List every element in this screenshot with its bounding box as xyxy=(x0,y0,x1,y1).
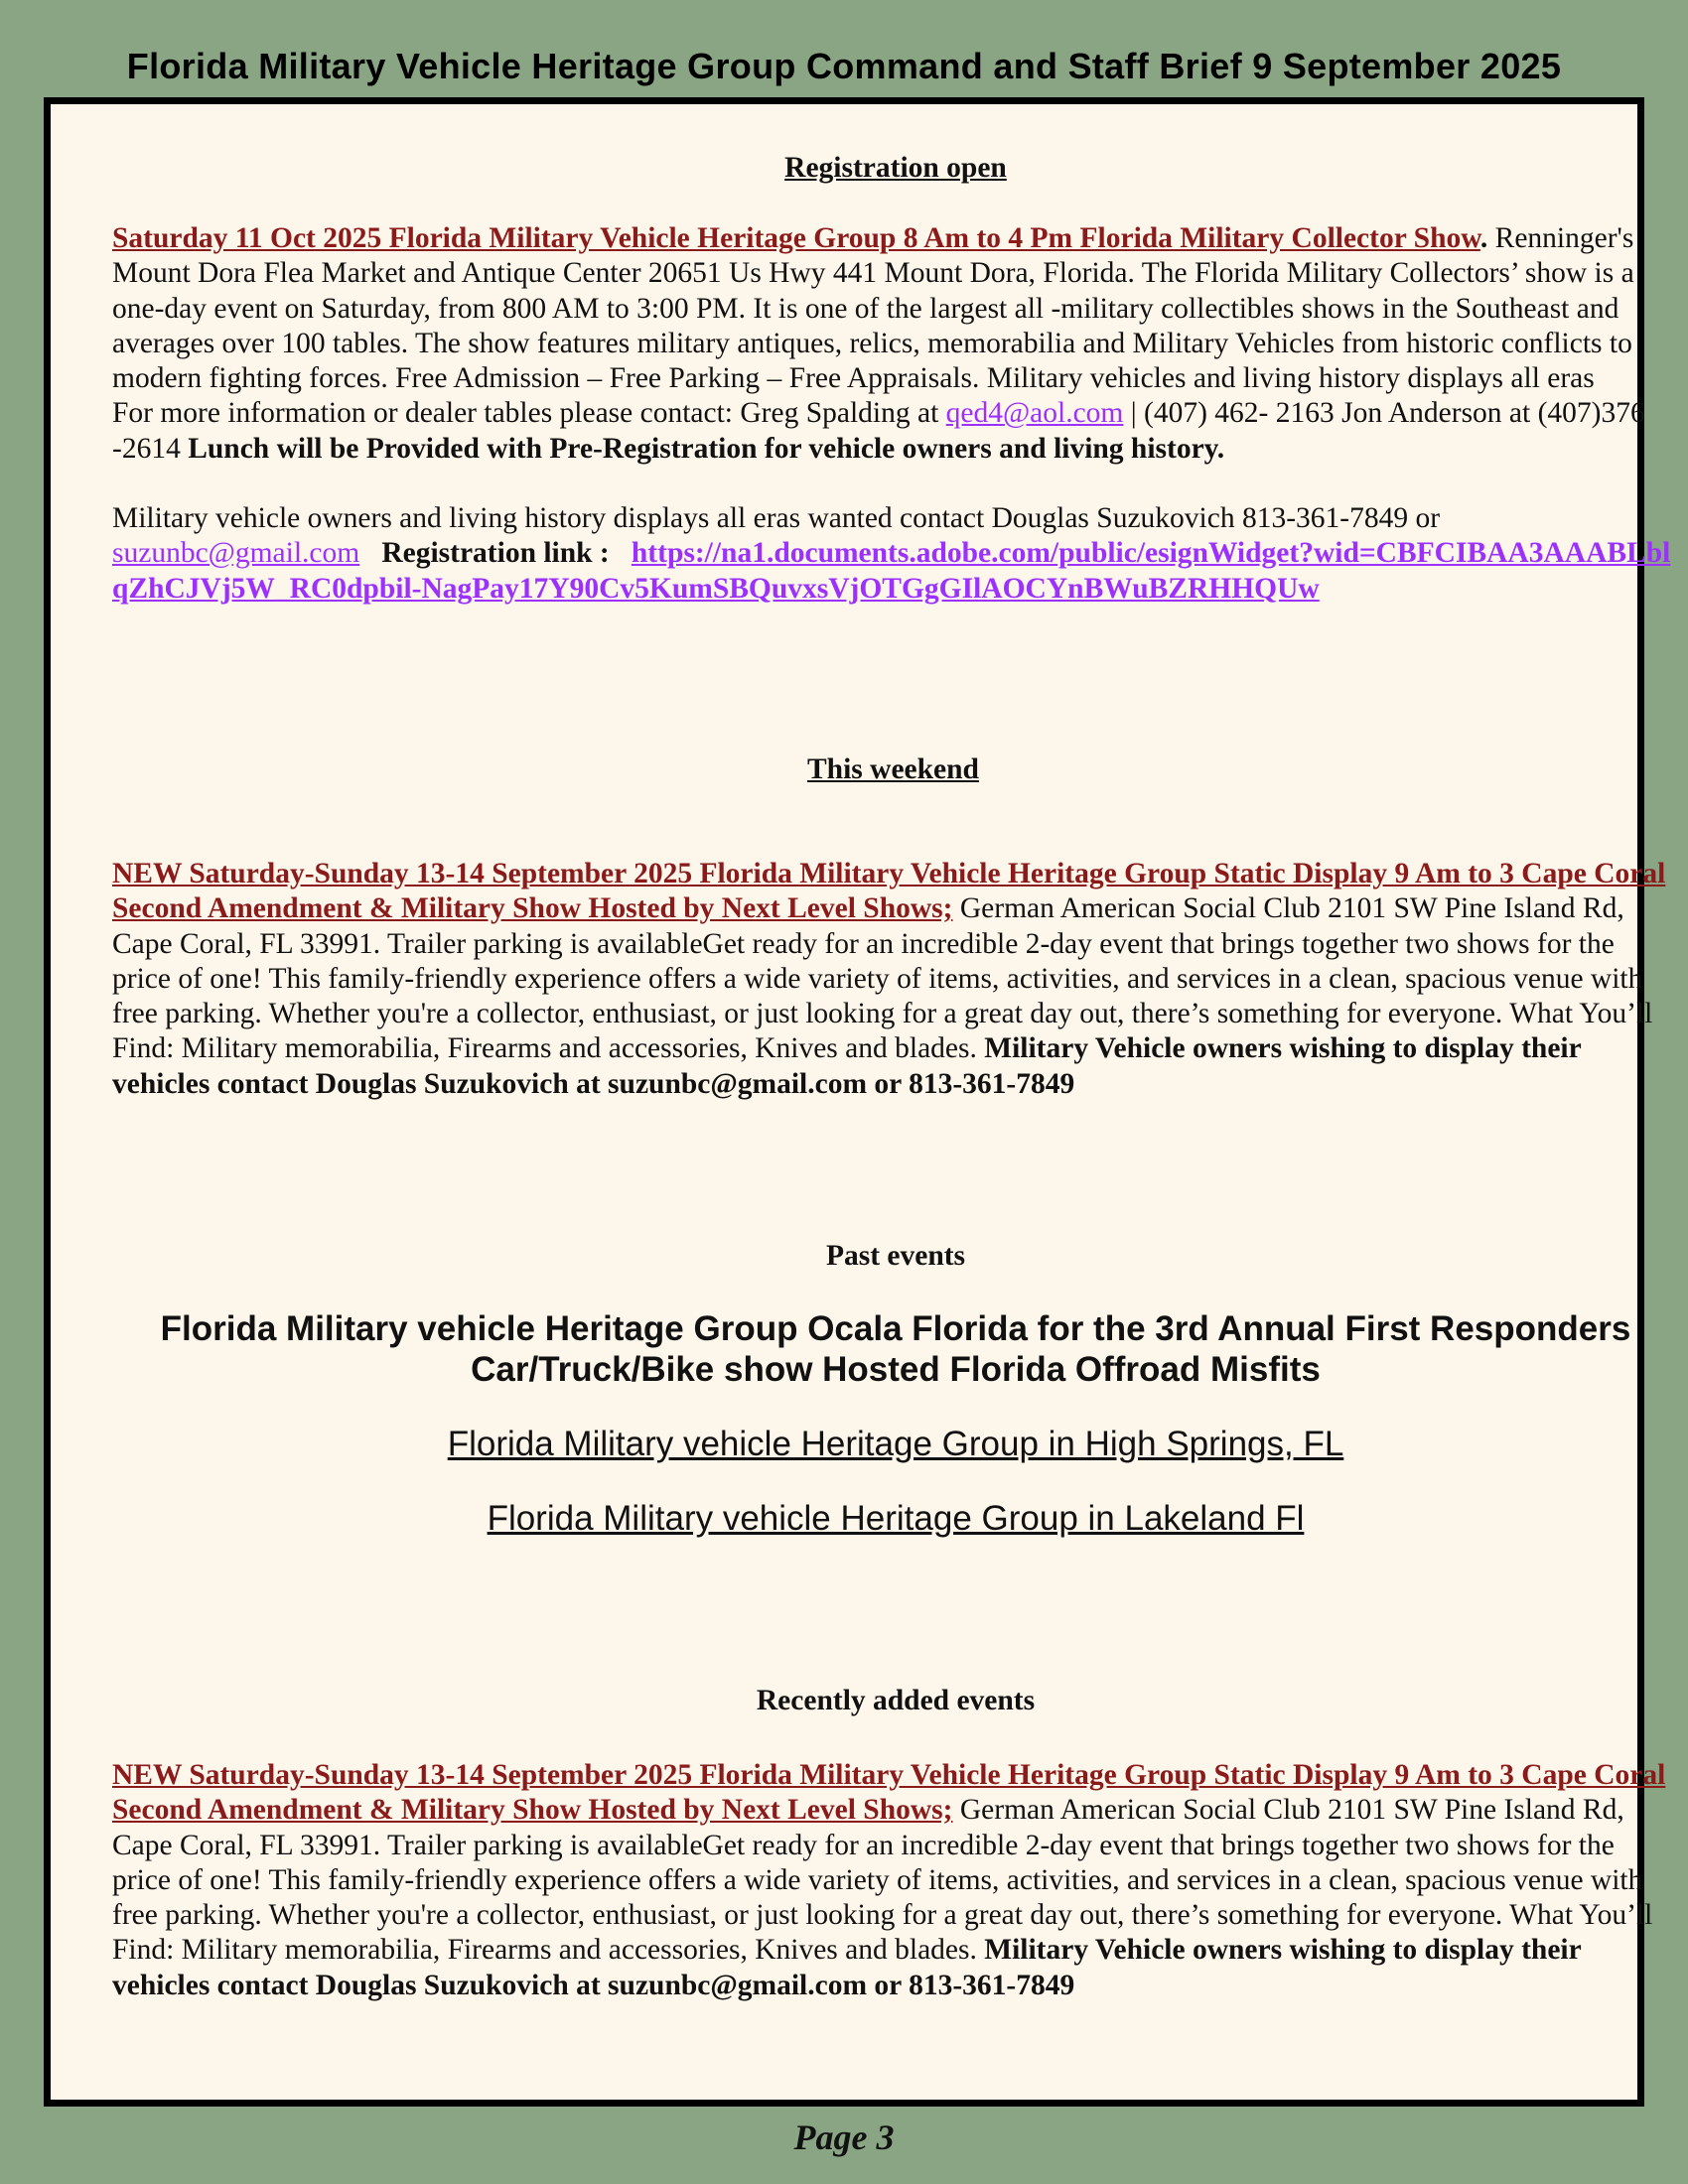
page-header-title: Florida Military Vehicle Heritage Group Command and Staff Brief 9 September 2025 xyxy=(126,46,1562,86)
registration-event-period: . xyxy=(1479,222,1488,254)
registration-contact-prefix: For more information or dealer tables please contact: Greg Spalding at xyxy=(112,397,946,430)
registration-event-body: Renninger's Mount Dora Flea Market and Antique Center 20651 Us Hwy 441 Mount Dora, Florida. The Florida Military Collectors’ show is a one-day event on Saturday, from 800 AM to 3:00 PM. It is one of the largest all -military collectibles shows in the Southeast and averages over 100 tables. The show features military antiques, relics, memorabilia and Military Vehicles from historic conflicts to modern fighting forces. Free Admission – Free Parking – Free Appraisals. Military vehicles and living history displays all eras xyxy=(112,222,1634,395)
registration-heading: Registration open xyxy=(784,152,1007,184)
weekend-section xyxy=(112,857,1679,1102)
weekend-event-contact: Military Vehicle owners wishing to display their vehicles contact Douglas Suzukovich at suzunbc@gmail.com or 813-361-7849 xyxy=(112,1032,1582,1100)
recent-event-link[interactable]: NEW Saturday-Sunday 13-14 September 2025 Florida Military Vehicle Heritage Group Static Display 9 Am to 3 Cape Coral Second Amendment & Military Show Hosted by Next Level Shows; xyxy=(112,1759,1666,1827)
past-link2-row xyxy=(112,1498,1679,1539)
weekend-heading: This weekend xyxy=(807,753,979,785)
weekend-event-link[interactable]: NEW Saturday-Sunday 13-14 September 2025 Florida Military Vehicle Heritage Group Static Display 9 Am to 3 Cape Coral Second Amendment & Military Show Hosted by Next Level Shows; xyxy=(112,858,1666,925)
recent-event-contact: Military Vehicle owners wishing to display their vehicles contact Douglas Suzukovich at suzunbc@gmail.com or 813-361-7849 xyxy=(112,1934,1582,2001)
recent-event-body: German American Social Club 2101 SW Pine Island Rd, Cape Coral, FL 33991. Trailer parking is availableGet ready for an incredible 2-day event that brings together two shows for the price of one! This family-friendly experience offers a wide variety of items, activities, and services in a clean, spacious venue with free parking. Whether you're a collector, enthusiast, or just looking for a great day out, there’s something for everyone. What You’ll Find: Military memorabilia, Firearms and accessories, Knives and blades. xyxy=(112,1794,1653,1967)
past-title-row xyxy=(112,1308,1679,1391)
past-heading-row xyxy=(112,1239,1679,1274)
past-event-link-lakeland[interactable]: Florida Military vehicle Heritage Group in Lakeland Fl xyxy=(487,1499,1305,1538)
past-event-link-high-springs[interactable]: Florida Military vehicle Heritage Group in High Springs, FL xyxy=(447,1425,1344,1463)
content-frame xyxy=(44,97,1671,2107)
registration-lunch-note: Lunch will be Provided with Pre-Registration for vehicle owners and living history. xyxy=(188,432,1225,465)
past-link1-row xyxy=(112,1424,1679,1464)
page-number: Page 3 xyxy=(793,2117,895,2157)
registration-paragraph xyxy=(112,221,1679,396)
registration-contact-rest: | (407) 462- 2163 Jon Anderson at (407)376 -2614 xyxy=(112,397,1645,465)
greg-email-link[interactable]: qed4@aol.com xyxy=(945,397,1124,430)
past-heading: Past events xyxy=(825,1240,966,1272)
past-event-title: Florida Military vehicle Heritage Group Ocala Florida for the 3rd Annual First Responders Car/Truck/Bike show Hosted Florida Offroad Misfits xyxy=(160,1309,1631,1390)
registration-event-link[interactable]: Saturday 11 Oct 2025 Florida Military Vehicle Heritage Group 8 Am to 4 Pm Florida Military Collector Show xyxy=(112,222,1480,254)
recent-section xyxy=(112,1758,1679,2003)
weekend-heading-row xyxy=(112,752,1679,787)
registration-url-link[interactable]: https://na1.documents.adobe.com/public/esignWidget?wid=CBFCIBAA3AAABLblqZhCJVj5W_RC0dpbil-NagPay17Y90Cv5KumSBQuvxsVjOTGgGIlAOCYnBWuBZRHHQUw xyxy=(112,537,1671,605)
weekend-paragraph xyxy=(112,857,1679,1102)
registration-wanted xyxy=(112,501,1679,607)
recent-paragraph xyxy=(112,1758,1679,2003)
registration-wanted-text: Military vehicle owners and living history displays all eras wanted contact Douglas Suzukovich 813-361-7849 or xyxy=(112,502,1441,535)
recent-heading-row xyxy=(112,1684,1679,1718)
douglas-email-link[interactable]: suzunbc@gmail.com xyxy=(112,537,360,570)
registration-contact xyxy=(112,396,1679,467)
registration-heading-row xyxy=(112,151,1679,186)
weekend-event-body: German American Social Club 2101 SW Pine Island Rd, Cape Coral, FL 33991. Trailer parking is availableGet ready for an incredible 2-day event that brings together two shows for the price of one! This family-friendly experience offers a wide variety of items, activities, and services in a clean, spacious venue with free parking. Whether you're a collector, enthusiast, or just looking for a great day out, there’s something for everyone. What You’ll Find: Military memorabilia, Firearms and accessories, Knives and blades. xyxy=(112,892,1653,1065)
spacer xyxy=(112,467,1679,501)
registration-link-label: Registration link : xyxy=(359,537,632,570)
recent-heading: Recently added events xyxy=(756,1685,1036,1716)
registration-section xyxy=(112,221,1679,607)
